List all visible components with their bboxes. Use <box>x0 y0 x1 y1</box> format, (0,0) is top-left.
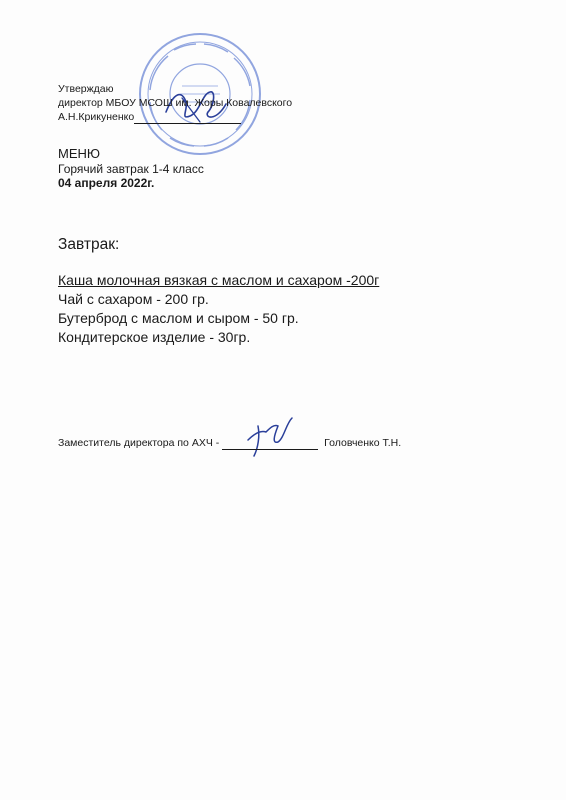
meal-heading: Завтрак: <box>58 236 120 253</box>
approval-block <box>58 82 292 124</box>
deputy-name: Головченко Т.Н. <box>324 437 402 449</box>
list-item: Бутерброд с маслом и сыром - 50 гр. <box>58 310 299 326</box>
list-item: Каша молочная вязкая с маслом и сахаром -200г <box>58 272 380 288</box>
menu-title: МЕНЮ <box>58 146 101 161</box>
menu-header <box>58 146 204 191</box>
approval-signer <box>58 110 292 124</box>
approval-signature-line <box>134 112 241 124</box>
menu-items-list <box>58 271 379 347</box>
menu-date: 04 апреля 2022г. <box>58 176 155 190</box>
list-item: Кондитерское изделие - 30гр. <box>58 329 251 345</box>
approval-signer-name: А.Н.Крикуненко <box>58 111 135 123</box>
deputy-role: Заместитель директора по АХЧ - <box>58 437 220 449</box>
approval-position: директор МБОУ МСОШ им. Жоры Ковалевского <box>58 97 293 109</box>
approval-heading: Утверждаю <box>58 83 114 95</box>
deputy-signoff <box>58 437 401 450</box>
list-item: Чай с сахаром - 200 гр. <box>58 291 209 307</box>
menu-subtitle: Горячий завтрак 1-4 класс <box>58 162 204 176</box>
deputy-signature-line <box>222 439 318 450</box>
